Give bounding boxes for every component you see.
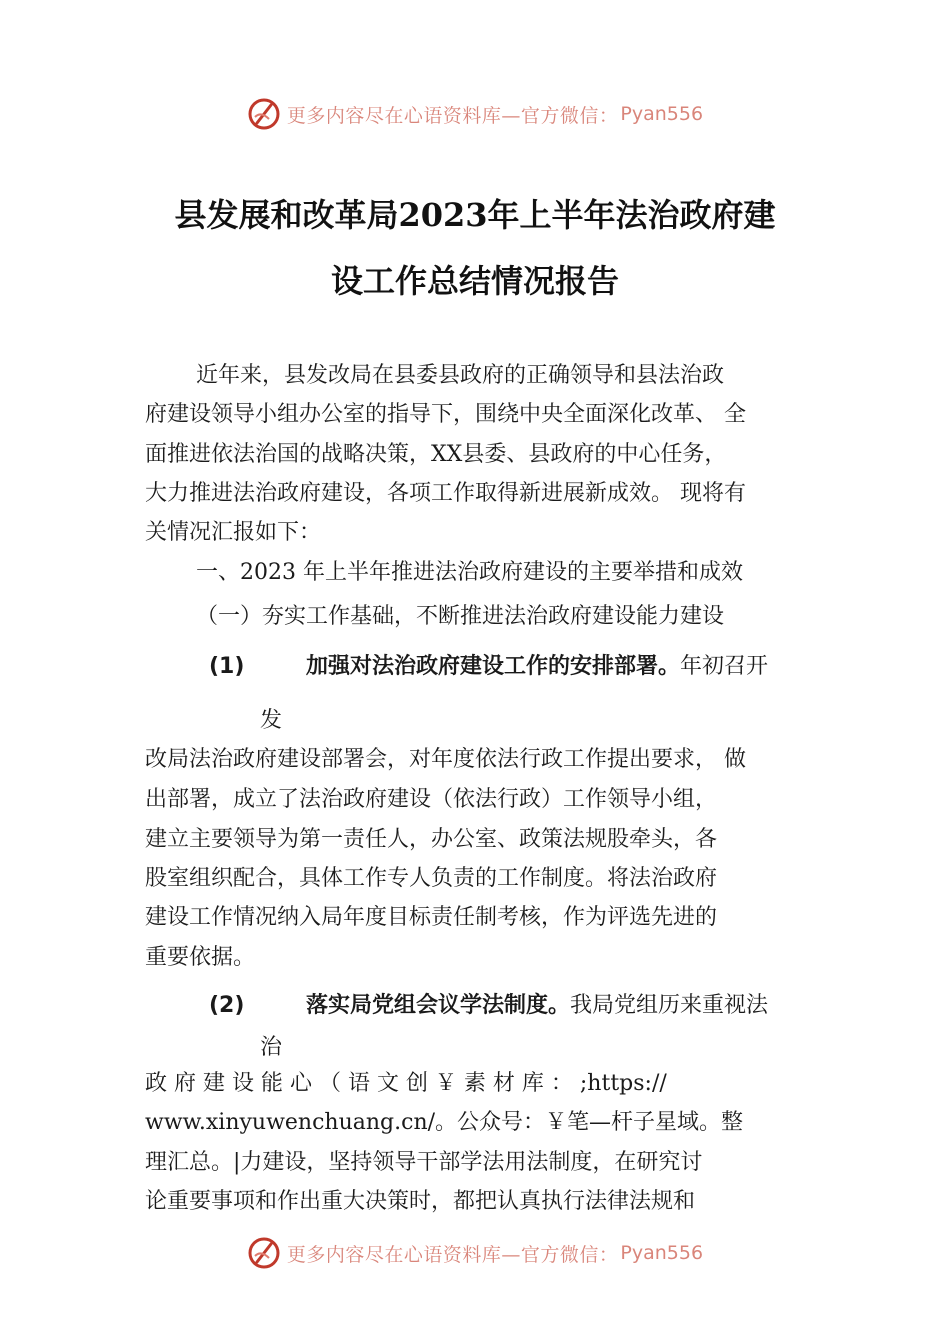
document-title-line1: 县发展和改革局2023年上半年法治政府建 (174, 196, 776, 234)
item-lead-text: 我局党组历来重视法 (570, 993, 769, 1018)
item-heading-line (306, 652, 768, 682)
item-lead-text: 年初召开 (680, 654, 769, 679)
watermark-text: 更多内容尽在心语资料库—官方微信： (286, 1243, 619, 1266)
item-bold-title: 落实局党组会议学法制度。 (306, 993, 571, 1018)
watermark-header (0, 94, 950, 134)
item-body-line: 建立主要领导为第一责任人，办公室、政策法规股牵头，各 (145, 827, 718, 852)
item-number: (1) (209, 654, 245, 679)
item-wrap-char: 发 (260, 708, 283, 733)
item-body-line: 出部署，成立了法治政府建设（依法行政）工作领导小组， (145, 787, 718, 812)
item-wrap-char: 治 (260, 1035, 283, 1060)
item-body-line: 重要依据。 (145, 945, 256, 970)
item-body-line: 理汇总。|力建设，坚持领导干部学法用法制度，在研究讨 (145, 1150, 703, 1175)
item-body-line: 股室组织配合，具体工作专人负责的工作制度。将法治政府 (145, 866, 718, 891)
intro-line: 关情况汇报如下： (145, 520, 322, 545)
watermark-text: 更多内容尽在心语资料库—官方微信： (286, 104, 619, 127)
brush-logo-icon (247, 97, 281, 131)
subsection-heading: （一）夯实工作基础，不断推进法治政府建设能力建设 (196, 604, 725, 629)
watermark-wechat-id: Pyan556 (620, 1242, 704, 1264)
item-bold-title: 加强对法治政府建设工作的安排部署。 (306, 654, 681, 679)
item-body-line: 论重要事项和作出重大决策时，都把认真执行法律法规和 (145, 1189, 696, 1214)
section-heading: 一、2023 年上半年推进法治政府建设的主要举措和成效 (196, 560, 743, 585)
watermark-footer (0, 1233, 950, 1273)
brush-logo-icon (247, 1236, 281, 1270)
intro-line: 近年来，县发改局在县委县政府的正确领导和县法治政 (196, 363, 725, 388)
item-number: (2) (209, 993, 245, 1018)
item-body-line: 改局法治政府建设部署会，对年度依法行政工作提出要求， 做 (145, 747, 746, 772)
item-heading-line (306, 991, 768, 1021)
intro-line: 面推进依法治国的战略决策，XX县委、县政府的中心任务， (145, 442, 727, 467)
document-title-line2: 设工作总结情况报告 (330, 262, 619, 300)
item-body-line: 建设工作情况纳入局年度目标责任制考核，作为评选先进的 (145, 905, 718, 930)
watermark-wechat-id: Pyan556 (620, 103, 704, 125)
item-body-line: www.xinyuwenchuang.cn/。公众号：￥笔—杆子星域。整 (145, 1110, 744, 1135)
intro-line: 府建设领导小组办公室的指导下，围绕中央全面深化改革、 全 (145, 402, 746, 427)
item-body-line: 政 府 建 设 能 心 （ 语 文 创 ￥ 素 材 库 ： ;https:// (145, 1071, 667, 1096)
intro-line: 大力推进法治政府建设，各项工作取得新进展新成效。 现将有 (145, 481, 746, 506)
